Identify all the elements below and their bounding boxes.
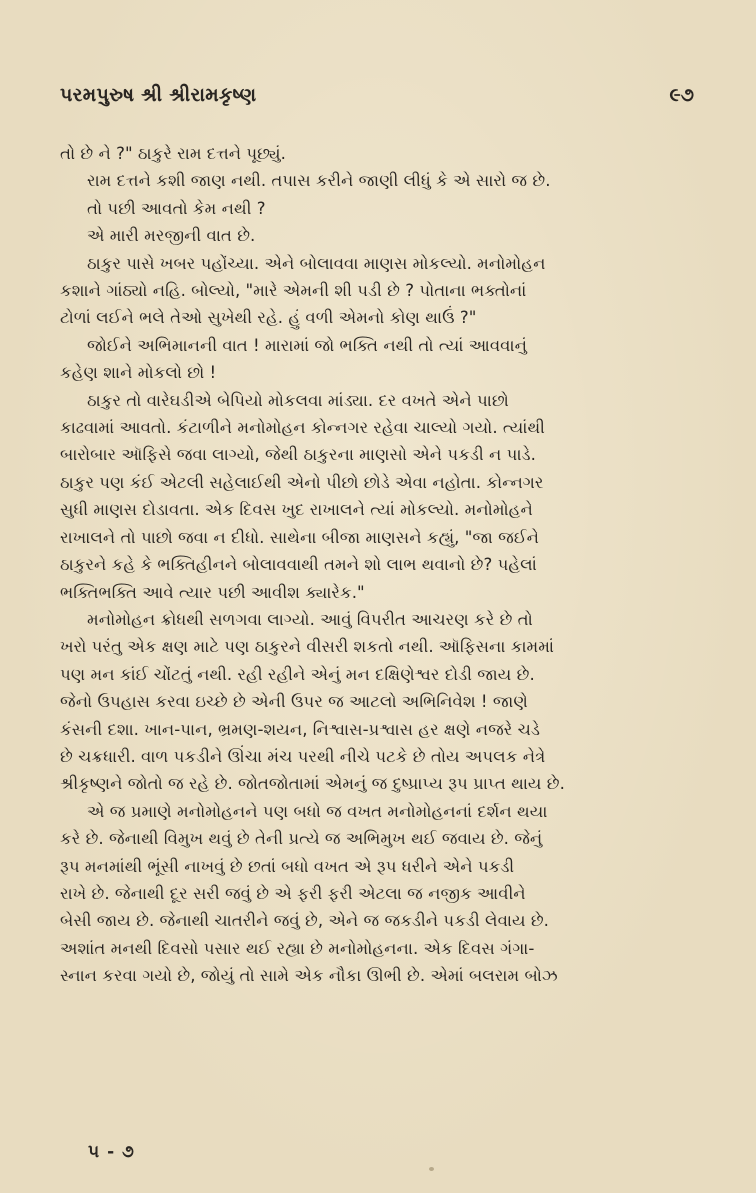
text-line: ઠાકુર પણ કંઈ એટલી સહેલાઈથી એનો પીછો છોડે એવા નહોતા. કોન્નગર <box>60 472 544 492</box>
text-line: અશાંત મનથી દિવસો પસાર થઈ રહ્યા છે મનોમોહનના. એક દિવસ ગંગા- <box>60 938 535 958</box>
text-line: ઠાકુરને કહે કે ભક્તિહીનને બોલાવવાથી તમને શો લાભ થવાનો છે? પહેલાં <box>60 555 537 575</box>
paper-speck <box>429 1167 434 1171</box>
text-line: કાઢવામાં આવતો. કંટાળીને મનોમોહન કોન્નગર રહેવા ચાલ્યો ગયો. ત્યાંથી <box>60 418 545 438</box>
text-line: મનોમોહન ક્રોધથી સળગવા લાગ્યો. આવું વિપરીત આચરણ કરે છે તો <box>87 609 533 629</box>
text-line: કશાને ગાંઠ્યો નહિ. બોલ્યો, "મારે એમની શી પડી છે ? પોતાના ભક્તોનાં <box>60 281 527 301</box>
text-line: રૂપ મનમાંથી ભૂંસી નાખવું છે છતાં બધો વખત એ રૂપ ધરીને એને પકડી <box>60 856 515 876</box>
text-line: બેસી જાય છે. જેનાથી ચાતરીને જવું છે, એને જ જકડીને પકડી લેવાય છે. <box>60 911 549 931</box>
text-line: કંસની દશા. ખાન-પાન, ભ્રમણ-શયન, નિશ્વાસ-પ્રશ્વાસ હર ક્ષણે નજરે ચડે <box>60 719 541 739</box>
running-title: પરમપુરુષ શ્રી શ્રીરામકૃષ્ણ <box>60 84 257 106</box>
text-line: જોઈને અભિમાનની વાત ! મારામાં જો ભક્તિ નથી તો ત્યાં આવવાનું <box>87 335 527 355</box>
text-line: સુધી માણસ દોડાવતા. એક દિવસ ખુદ રાખાલને ત્યાં મોકલ્યો. મનોમોહને <box>60 500 533 520</box>
body-text <box>60 140 696 990</box>
text-line: ભક્તિભક્તિ આવે ત્યાર પછી આવીશ ક્યારેક." <box>60 582 365 602</box>
text-line: કરે છે. જેનાથી વિમુખ થવું છે તેની પ્રત્યે જ અભિમુખ થઈ જવાય છે. જેનું <box>60 829 543 849</box>
text-line: રામ દત્તને કશી જાણ નથી. તપાસ કરીને જાણી લીધું કે એ સારો જ છે. <box>87 171 551 191</box>
page-header <box>60 84 694 116</box>
text-line: રાખે છે. જેનાથી દૂર સરી જવું છે એ ફરી ફરી એટલા જ નજીક આવીને <box>60 883 526 903</box>
text-line: એ મારી મરજીની વાત છે. <box>87 226 256 246</box>
text-line: ખરો પરંતુ એક ક્ષણ માટે પણ ઠાકુરને વીસરી શકતો નથી. ઑફિસના કામમાં <box>60 637 555 657</box>
text-line: એ જ પ્રમાણે મનોમોહનને પણ બધો જ વખત મનોમોહનનાં દર્શન થયા <box>87 801 548 821</box>
text-line: કહેણ શાને મોકલો છો ! <box>60 363 217 383</box>
text-line: ટોળાં લઈને ભલે તેઓ સુખેથી રહે. હું વળી એમનો કોણ થાઉં ?" <box>60 308 477 328</box>
text-line: બારોબાર ઑફિસે જવા લાગ્યો, જેથી ઠાકુરના માણસો એને પકડી ન પાડે. <box>60 445 536 465</box>
signature-mark: ૫ - ૭ <box>88 1142 135 1162</box>
text-line: ઠાકુર પાસે ખબર પહોંચ્યા. એને બોલાવવા માણસ મોકલ્યો. મનોમોહન <box>87 253 546 273</box>
text-line: જેનો ઉપહાસ કરવા ઇચ્છે છે એની ઉપર જ આટલો અભિનિવેશ ! જાણે <box>60 692 528 712</box>
text-line: તો પછી આવતો કેમ નથી ? <box>87 198 266 218</box>
text-line: ઠાકુર તો વારેઘડીએ બેપિયો મોકલવા માંડ્યા. દર વખતે એને પાછો <box>87 390 509 410</box>
text-line: છે ચક્રધારી. વાળ પકડીને ઊંચા મંચ પરથી નીચે પટકે છે તોય અપલક નેત્રે <box>60 746 546 766</box>
text-line: સ્નાન કરવા ગયો છે, જોયું તો સામે એક નૌકા ઊભી છે. એમાં બલરામ બોઝ <box>60 966 558 986</box>
text-line: રાખાલને તો પાછો જવા ન દીધો. સાથેના બીજા માણસને કહ્યું, "જા જઈને <box>60 527 540 547</box>
text-line: તો છે ને ?" ઠાકુરે રામ દત્તને પૂછ્યું. <box>60 144 286 163</box>
text-line: પણ મન કાંઈ ચોંટતું નથી. રહી રહીને એનું મન દક્ષિણેશ્વર દોડી જાય છે. <box>60 664 535 684</box>
text-line: શ્રીકૃષ્ણને જોતો જ રહે છે. જોતજોતામાં એમનું જ દુષ્પ્રાપ્ય રૂપ પ્રાપ્ત થાય છે. <box>60 774 565 794</box>
page-number: ૯૭ <box>669 84 694 106</box>
